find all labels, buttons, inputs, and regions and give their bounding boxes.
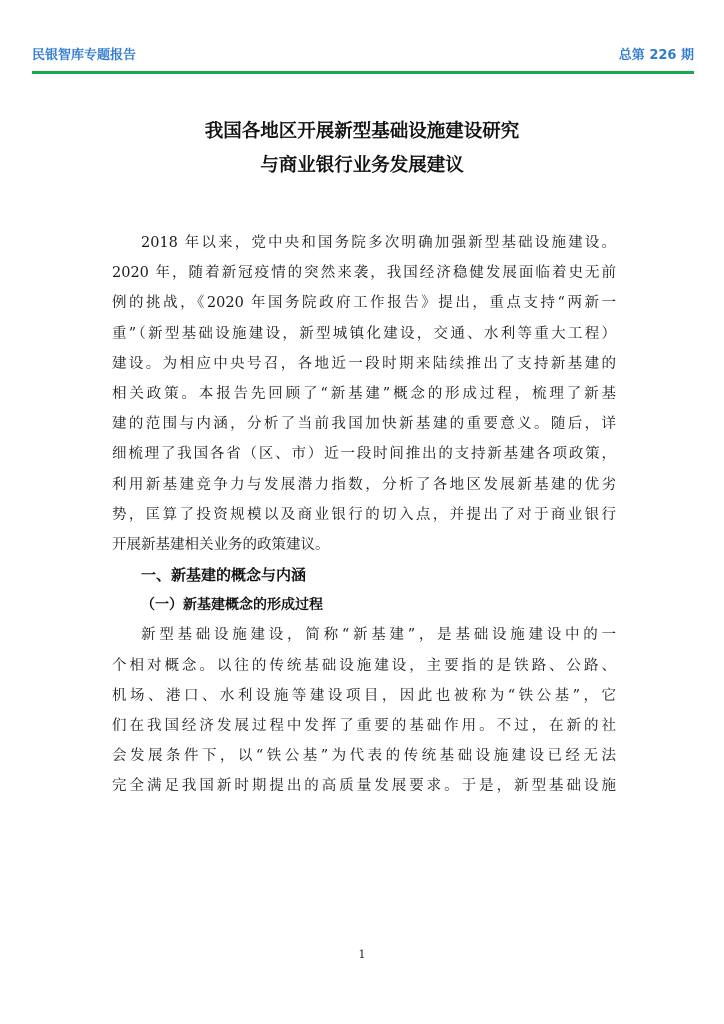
document-title-line-1: 我国各地区开展新型基础设施建设研究 — [204, 121, 520, 142]
text-line: 开展新基建相关业务的政策建议。 — [112, 536, 330, 553]
subsection-heading: （一）新基建概念的形成过程 — [141, 597, 323, 614]
section-heading: 一、新基建的概念与内涵 — [141, 566, 307, 585]
text-line: 个相对概念。以往的传统基础设施建设，主要指的是铁路、公路、 — [112, 657, 616, 674]
text-line: 势，匡算了投资规模以及商业银行的切入点，并提出了对于商业银行 — [112, 506, 616, 523]
document-title-line-2: 与商业银行业务发展建议 — [260, 155, 464, 176]
text-line: 完全满足我国新时期提出的高质量发展要求。于是，新型基础设施 — [112, 778, 616, 795]
text-line: 会发展条件下，以“铁公基”为代表的传统基础设施建设已经无法 — [112, 748, 616, 765]
intro-paragraph — [112, 228, 616, 560]
text-line: 们在我国经济发展过程中发挥了重要的基础作用。不过，在新的社 — [112, 718, 616, 734]
text-line: 2018 年以来，党中央和国务院多次明确加强新型基础设施建设。 — [141, 235, 616, 251]
text-line: 重”（新型基础设施建设，新型城镇化建设，交通、水利等重大工程） — [112, 325, 616, 342]
text-line: 建设。为相应中央号召，各地近一段时期来陆续推出了支持新基建的 — [112, 355, 616, 372]
text-line: 新型基础设施建设，简称“新基建”，是基础设施建设中的一 — [141, 627, 616, 644]
text-line: 相关政策。本报告先回顾了“新基建”概念的形成过程，梳理了新基 — [112, 385, 616, 402]
report-series-label: 民银智库专题报告 — [32, 48, 137, 63]
text-line: 细梳理了我国各省（区、市）近一段时间推出的支持新基建各项政策， — [112, 446, 616, 463]
text-line: 利用新基建竞争力与发展潜力指数，分析了各地区发展新基建的优劣 — [112, 476, 616, 493]
text-line: 例的挑战，《2020 年国务院政府工作报告》提出，重点支持“两新一 — [112, 295, 616, 312]
text-line: 建的范围与内涵，分析了当前我国加快新基建的重要意义。随后，详 — [112, 416, 616, 433]
text-line: 机场、港口、水利设施等建设项目，因此也被称为“铁公基”，它 — [112, 687, 616, 704]
document-body — [112, 228, 616, 802]
section-paragraph — [112, 620, 616, 801]
page-header — [32, 46, 694, 66]
header-divider — [32, 71, 694, 74]
page-number: 1 — [358, 948, 366, 961]
text-line: 2020 年，随着新冠疫情的突然来袭，我国经济稳健发展面临着史无前 — [112, 265, 616, 282]
issue-number: 总第 226 期 — [618, 48, 694, 63]
